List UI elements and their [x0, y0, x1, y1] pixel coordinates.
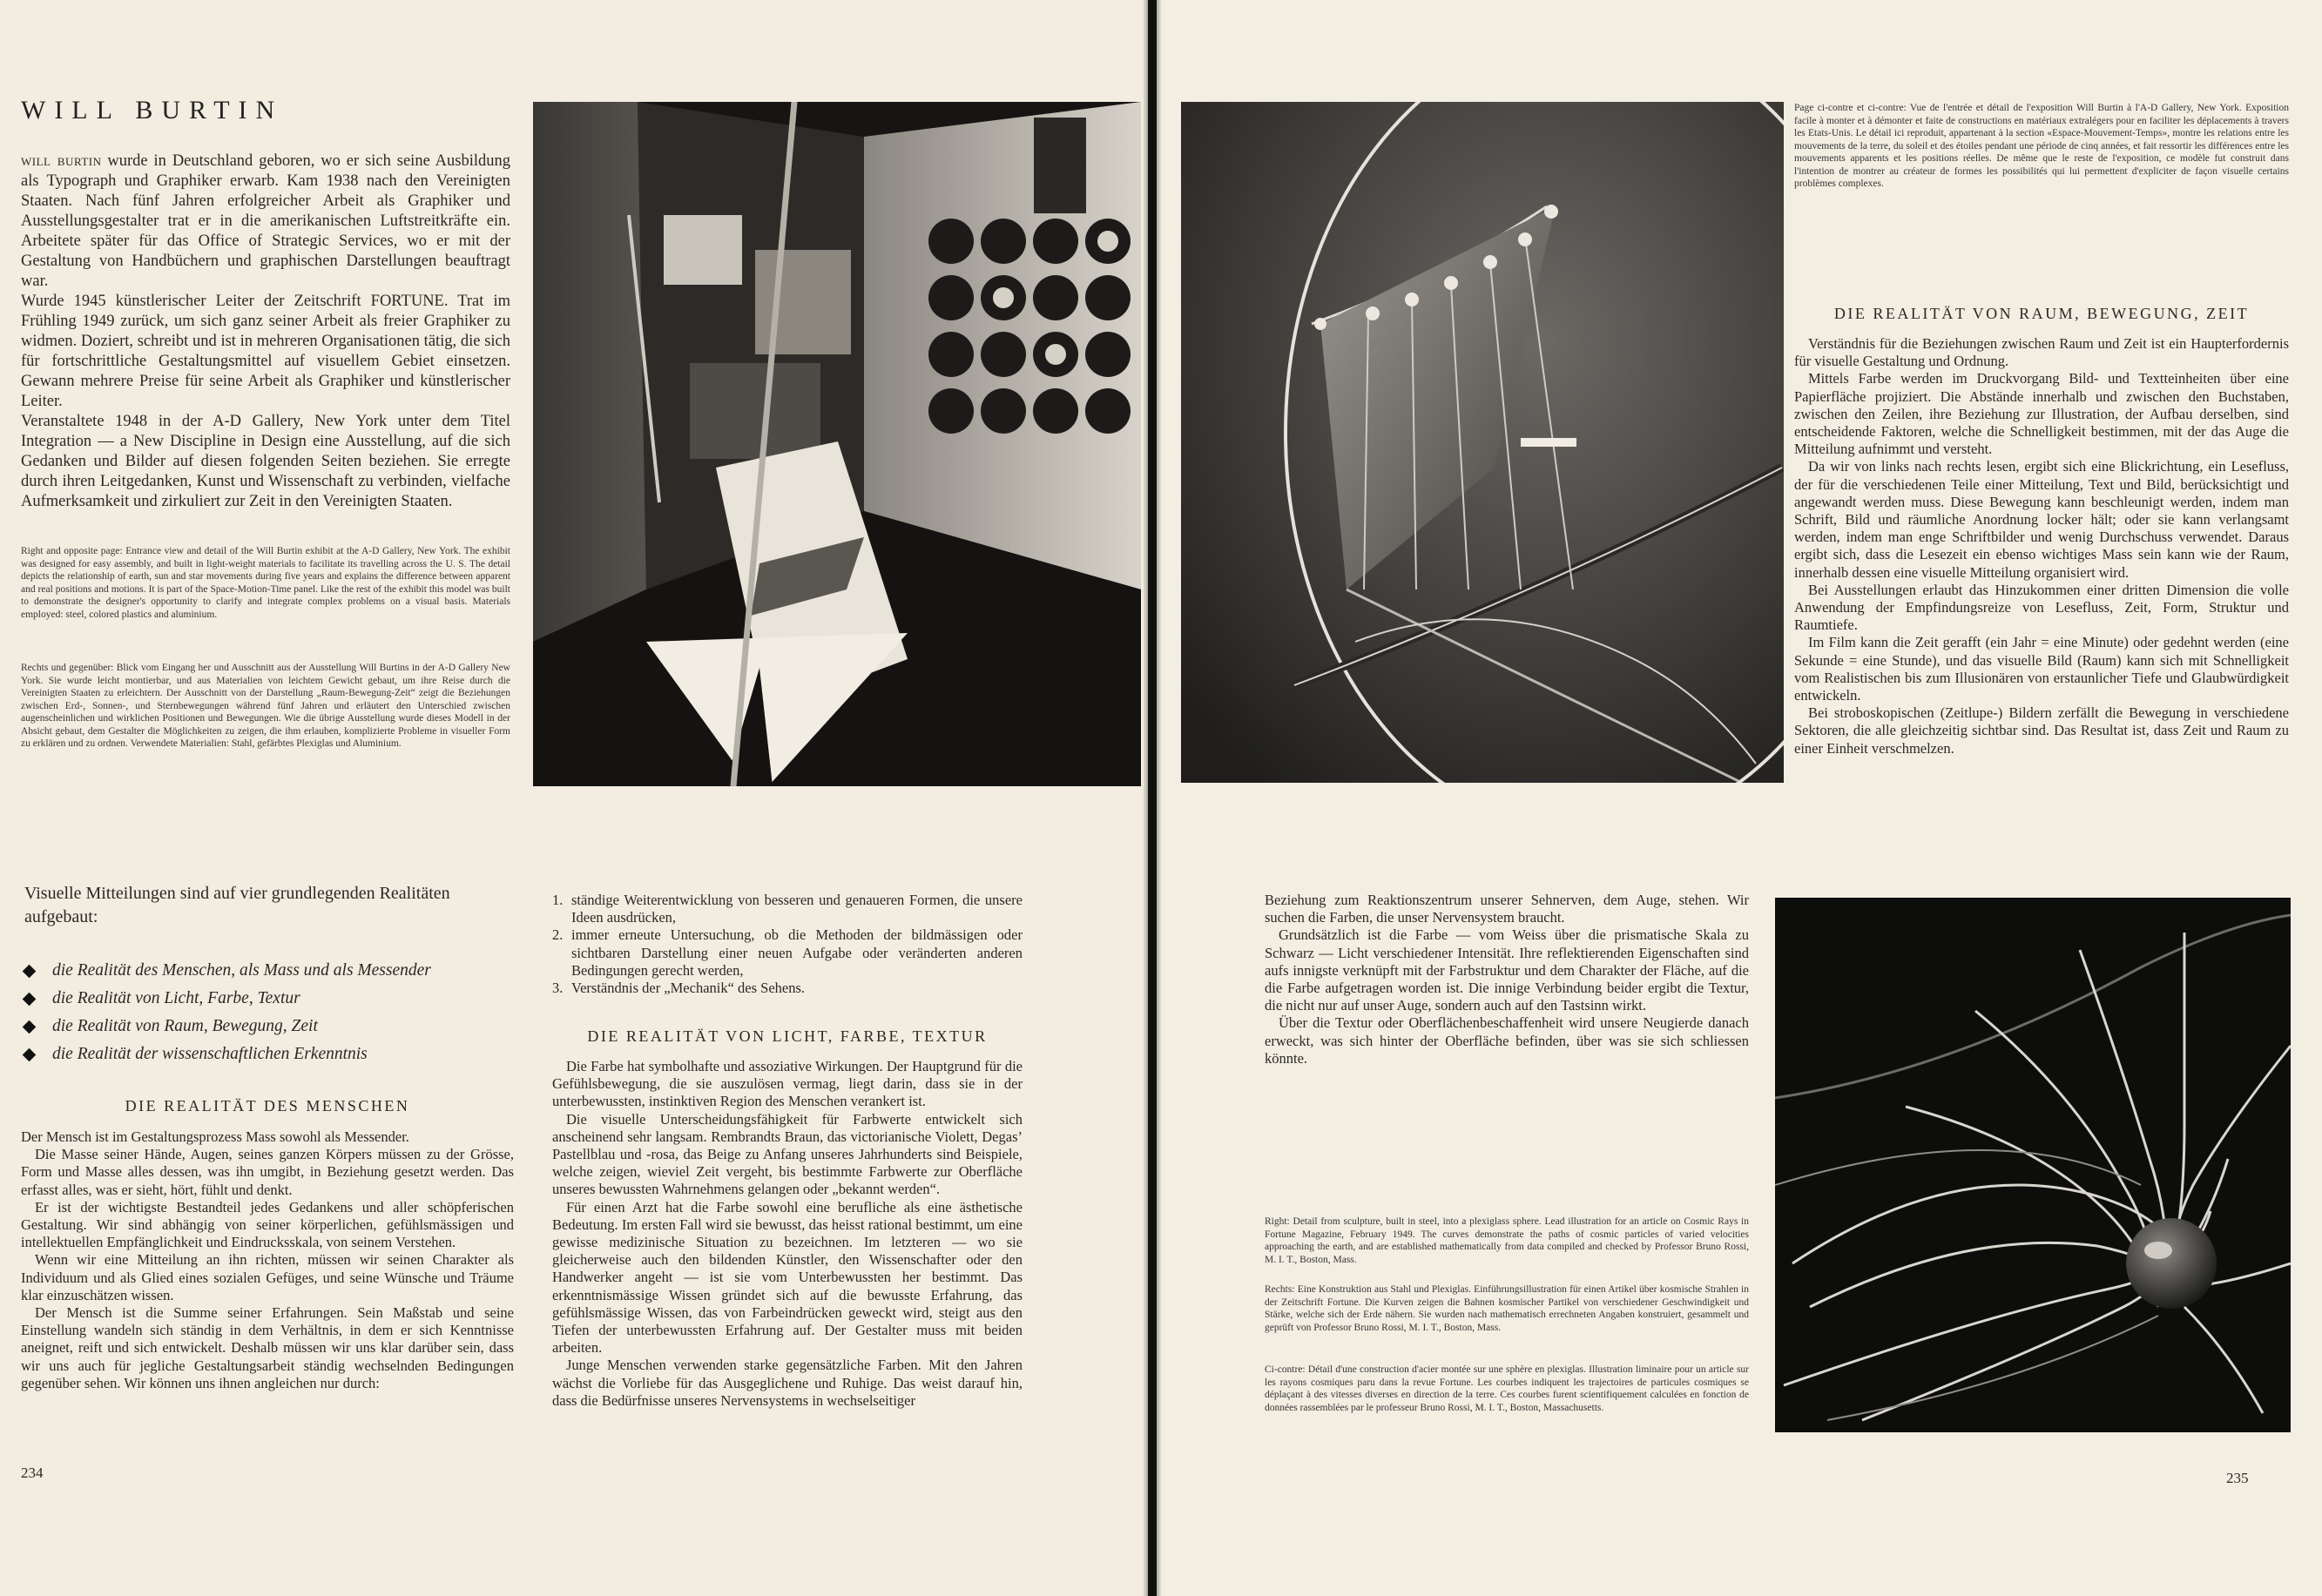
spread-gutter: [1143, 0, 1162, 1596]
section-heading-licht: DIE REALITÄT VON LICHT, FARBE, TEXTUR: [587, 1027, 988, 1045]
paragraph: Der Mensch ist die Summe seiner Erfahrungen. Sein Maßstab und seine Einstellung wandeln sich ständig in dem Verhältnis, in dem er sich Kenntnisse aneignet, reift und sich entwickelt. Deshalb müssen wir uns klar darüber sein, dass wir uns auch für jegliche Gestaltungsarbeit ständig wechselnden Bedingungen gegenüber sehen. Wir können uns ihnen angleichen nur durch:: [21, 1304, 514, 1391]
reality-item: die Realität der wissenschaftlichen Erkenntnis: [24, 1040, 512, 1068]
page-title: WILL BURTIN: [21, 96, 284, 125]
realities-list: [24, 957, 512, 1068]
numbered-item: 2. immer erneute Untersuchung, ob die Methoden der bildmässigen oder sichtbaren Darstellung einer neuen Aufgabe oder veränderten anderen Bedingungen gerecht werden,: [552, 926, 1023, 979]
numbered-item: 1. ständige Weiterentwicklung von besseren und genaueren Formen, die unsere Ideen ausdrücken,: [552, 892, 1023, 926]
section-heading-raum: DIE REALITÄT VON RAUM, BEWEGUNG, ZEIT: [1833, 305, 2250, 322]
paragraph: Die Masse seiner Hände, Augen, seines ganzen Körpers müssen zu der Grösse, Form und Masse alles dessen, was ihn umgibt, in Beziehung gesetzt werden. Das erfasst alles, was er sieht, hört, fühlt und denkt.: [21, 1146, 514, 1198]
model-photo-graphic: [1181, 102, 1784, 783]
reality-item: die Realität von Raum, Bewegung, Zeit: [24, 1013, 512, 1040]
caption-french: Page ci-contre et ci-contre: Vue de l'entrée et détail de l'exposition Will Burtin à l'A-D Gallery, New York. Exposition facile à monter et à démonter et faite de constructions en matériaux extralégers pour en faciliter les déplacements à travers les Etats-Unis. Le détail ici reproduit, appartenant à la section «Espace-Mouvement-Temps», montre les relations entre les mouvements de la terre, du soleil et des étoiles pendant une période de cinq années, et fait ressortir les différences entre les mouvements apparents et les positions réelles. De même que le reste de l'exposition, ce modèle fut construit dans l'intention de montrer au créateur de formes les possibilités qui lui permettent d'expliciter de façon visuelle certains problèmes complexes.: [1794, 103, 2289, 189]
caption2-english: Right: Detail from sculpture, built in steel, into a plexiglass sphere. Lead illustration for an article on Cosmic Rays in Fortune Magazine, February 1949. The curves demonstrate the paths of cosmic particles of varied velocities approaching the earth, and are established mathematically from data compiled and checked by Professor Bruno Rossi, M. I. T., Boston, Mass.: [1265, 1216, 1749, 1265]
paragraph: Er ist der wichtigste Bestandteil jedes Gedankens und aller schöpferischen Gestaltung. Wir sind abhängig von seiner körperlichen, gefühlsmässigen und intellektuellen Empfänglichkeit und Eindrucksskala, von seinem Verstehen.: [21, 1198, 514, 1251]
caption2-german: Rechts: Eine Konstruktion aus Stahl und Plexiglas. Einführungsillustration für einen Artikel über kosmische Strahlen in der Zeitschrift Fortune. Die Kurven zeigen die Bahnen kosmischer Partikel von verschiedener Geschwindigkeit und Stärke, welche sich der Erde nähern. Sie wurden nach mathematisch errechneten Angaben konstruiert, gesammelt und geprüft von Professor Bruno Rossi, M. I. T., Boston, Mass.: [1265, 1284, 1749, 1333]
continuation-column: [1265, 892, 1749, 1067]
paragraph: Der Mensch ist im Gestaltungsprozess Mass sowohl als Messender.: [21, 1128, 409, 1145]
intro-paragraph-3: Veranstaltete 1948 in der A-D Gallery, New York unter dem Titel Integration — a New Discipline in Design eine Ausstellung, auf die sich Gedanken und Bilder auf diesen folgenden Seiten beziehen. Sie erregte durch ihren Leitgedanken, Kunst und Wissenschaft zu verbinden, vielfache Aufmerksamkeit und zirkuliert zur Zeit in den Vereinigten Staaten.: [21, 413, 510, 510]
paragraph: Beziehung zum Reaktionszentrum unserer Sehnerven, dem Auge, stehen. Wir suchen die Farben, die unser Nervensystem braucht.: [1265, 892, 1749, 926]
paragraph: Mittels Farbe werden im Druckvorgang Bild- und Textteinheiten über eine Papierfläche projiziert. Die Abstände innerhalb und zwischen den Buchstaben, zwischen den Zeilen, ihre Beziehung zur Illustration, der Aufbau derselben, sind entscheidende Faktoren, welche die Schnelligkeit bestimmen, mit der das Auge die Mitteilung aufnimmt und versteht.: [1794, 370, 2289, 458]
left-page: [0, 0, 1148, 1596]
caption2-french: Ci-contre: Détail d'une construction d'acier montée sur une sphère en plexiglas. Illustration liminaire pour un article sur les rayons cosmiques paru dans la revue Fortune. Les courbes indiquent les trajectoires de particules cosmiques se déplaçant à des vitesses diverses en direction de la terre. Ces courbes furent scientifiquement calculées en fonction de données rassemblées par le professeur Bruno Rossi, M. I. T., Boston, Massachusetts.: [1265, 1364, 1749, 1413]
cosmic-rays-sculpture-photo: [1775, 898, 2291, 1432]
paragraph: Grundsätzlich ist die Farbe — vom Weiss über die prismatische Skala zu Schwarz — Licht verschiedener Intensität. Ihre reflektierenden Eigenschaften sind aufs innigste verknüpft mit der Farbstruktur und dem Charakter der Fläche, auf die die Farbe aufgetragen worden ist. Die innige Verbindung beider ergibt die Textur, die nicht nur auf unser Auge, sondern auch auf den Tastsinn wirkt.: [1265, 926, 1749, 1014]
exhibition-photo-graphic: [533, 102, 1141, 786]
intro-paragraph-2: Wurde 1945 künstlerischer Leiter der Zeitschrift FORTUNE. Trat im Frühling 1949 zurück, um sich ganz seiner Arbeit als freier Graphiker zu widmen. Doziert, schreibt und ist in mehreren Organisationen tätig, die sich für fortschrittliche Gestaltungsmittel auf visuellem Gebiet einsetzen. Gewann mehrere Preise für seine Arbeit als Graphiker und künstlerischer Leiter.: [21, 293, 510, 410]
paragraph: Junge Menschen verwenden starke gegensätzliche Farben. Mit den Jahren wächst die Vorliebe für das Ausgeglichene und Ruhige. Das weist darauf hin, dass die Bedürfnisse unseres Nervensystems in wechselseitiger: [552, 1357, 1023, 1409]
numbered-list: [552, 892, 1023, 997]
paragraph: Wenn wir eine Mitteilung an ihn richten, müssen wir seinen Charakter als Individuum und als Glied eines sozialen Gefüges, und seine Wünsche und Träume klar einzuschätzen wissen.: [21, 1251, 514, 1303]
paragraph: Bei stroboskopischen (Zeitlupe-) Bildern zerfällt die Bewegung in verschiedene Sektoren, die alle gleichzeitig sichtbar sind. Das Resultat ist, dass Zeit und Raum zu einer Einheit verschmelzen.: [1794, 704, 2289, 757]
paragraph: Im Film kann die Zeit gerafft (ein Jahr = eine Minute) oder gedehnt werden (eine Sekunde = eine Stunde), und das visuelle Bild (Raum) kann sich mit Schnelligkeit vom Realistischen bis zum Illusionären von erstaunlicher Tiefe und Glaubwürdigkeit entwickeln.: [1794, 634, 2289, 704]
intro-lead: will burtin: [21, 152, 102, 170]
intro-paragraph-1: will burtin wurde in Deutschland geboren, wo er sich seine Ausbildung als Typograph und Graphiker erwarb. Kam 1938 nach den Vereinigten Staaten. Nach fünf Jahren erfolgreicher Arbeit als Graphiker und Ausstellungsgestalter trat er in die amerikanischen Luftstreitkräfte ein. Arbeitete später für das Office of Strategic Services, wo er mit der Gestaltung von Handbüchern und graphischen Darstellungen beauftragt war.: [21, 152, 511, 290]
caption-german: Rechts und gegenüber: Blick vom Eingang her und Ausschnitt aus der Ausstellung Will Burtins in der A-D Gallery New York. Sie wurde leicht montierbar, und aus Materialien von leichtem Gewicht gebaut, um ihre Reise durch die Vereinigten Staaten zu erleichtern. Der Ausschnitt von der Darstellung „Raum-Bewegung-Zeit“ zeigt die Beziehungen zwischen Erd-, Sonnen-, und Sternbewegungen während fünf Jahren und erläutert den Unterschied zwischen augenscheinlichen und wirklichen Positionen und Bewegungen. Wie die übrige Ausstellung wurde dieses Modell in der Absicht gebaut, dem Gestalter die Möglichkeiten zu zeigen, die ihm erlauben, komplizierte Probleme in visueller Form zu erklären und zu ordnen. Verwendete Materialien: Stahl, gefärbtes Plexiglas und Aluminium.: [21, 663, 510, 749]
section-heading-mensch: DIE REALITÄT DES MENSCHEN: [125, 1097, 410, 1115]
paragraph: Verständnis für die Beziehungen zwischen Raum und Zeit ist ein Haupterfordernis für visuelle Gestaltung und Ordnung.: [1794, 335, 2289, 370]
paragraph: Da wir von links nach rechts lesen, ergibt sich eine Blickrichtung, ein Lesefluss, der für die verschiedenen Teile einer Mitteilung, Text und Bild, berücksichtigt und angewandt werden muss. Diese Bewegung kann beschleunigt werden, indem man Schrift, Bild und räumliche Anordnung locker hält; oder sie kann verlangsamt werden, indem man enge Schriftbilder und wenig Durchschuss verwendet. Daraus ergibt sich, dass die Lesezeit ein ebenso wichtiges Mass sein kann wie der Raum, innerhalb dessen eine visuelle Mitteilung organisiert wird.: [1794, 458, 2289, 581]
space-motion-time-model-photo: [1181, 102, 1784, 783]
paragraph: Bei Ausstellungen erlaubt das Hinzukommen einer dritten Dimension die volle Anwendung der Empfindungsreize von Lesefluss, Zeit, Form, Struktur und Raumtiefe.: [1794, 581, 2289, 634]
paragraph: Für einen Arzt hat die Farbe sowohl eine berufliche als eine ästhetische Bedeutung. Im ersten Fall wird sie bewusst, das heisst rational bestimmt, um eine gewisse medizinische Situation zu bezeichnen. Im letzteren — wo sie gleicherweise auch den bildenden Künstler, den Wissenschafter oder den Handwerker angeht — ist sie vom Unterbewussten her bestimmt. Das erkenntnismässige Wissen gründet sich auf die bewusste Erfahrung, das gefühlsmässige Wissen, das von Farbeindrücken geweckt wird, steigt aus den Tiefen der unterbewussten Erfahrung auf. Der Gestalter muss mit beiden arbeiten.: [552, 1198, 1023, 1357]
page-number-right: 235: [2226, 1470, 2249, 1486]
reality-item: die Realität von Licht, Farbe, Textur: [24, 985, 512, 1013]
intro-text: [21, 152, 510, 512]
licht-column: [552, 1058, 1023, 1410]
cosmic-photo-graphic: [1775, 898, 2291, 1432]
numbered-item: 3. Verständnis der „Mechanik“ des Sehens.: [552, 980, 806, 997]
paragraph: Über die Textur oder Oberflächenbeschaffenheit wird unsere Neugierde danach erweckt, was sich hinter der Oberfläche befinden, über was sie sich schliessen könnte.: [1265, 1014, 1749, 1067]
reality-item: die Realität des Menschen, als Mass und als Messender: [24, 957, 512, 985]
paragraph: Die Farbe hat symbolhafte und assoziative Wirkungen. Der Hauptgrund für die Gefühlsbewegung, die sie auszulösen vermag, liegt darin, dass sie in der unterbewussten, instinktiven Region des Menschen verankert ist.: [552, 1058, 1023, 1110]
right-page: [1157, 0, 2322, 1596]
lead-sentence: Visuelle Mitteilungen sind auf vier grundlegenden Realitäten aufgebaut:: [24, 884, 450, 926]
exhibition-entrance-photo: [533, 102, 1141, 786]
raum-column: [1794, 335, 2289, 758]
mensch-column: [21, 1128, 514, 1392]
caption-english: Right and opposite page: Entrance view and detail of the Will Burtin exhibit at the A-D Gallery, New York. The exhibit was designed for easy assembly, and built in light-weight materials to facilitate its travelling across the U. S. The detail depicts the relationship of earth, sun and star movements during five years and explains the difference between apparent and real positions and motions. It is part of the Space-Motion-Time panel. Like the rest of the exhibit this model was built to demonstrate the designer's opportunity to clarify and integrate complex problems on a visual basis. Materials employed: steel, colored plastics and aluminium.: [21, 546, 510, 620]
paragraph: Die visuelle Unterscheidungsfähigkeit für Farbwerte entwickelt sich anscheinend sehr langsam. Rembrandts Braun, das victorianische Violett, Degas’ Pastellblau und -rosa, das Beige zu Anfang unseres Jahrhunderts sind Beispiele, welche zeigen, wieviel Zeit vergeht, bis bestimmte Farbwerte zur Oberfläche unseres bewussten Wahrnehmens gelangen oder „bekannt werden“.: [552, 1110, 1023, 1198]
page-number-left: 234: [21, 1465, 44, 1481]
